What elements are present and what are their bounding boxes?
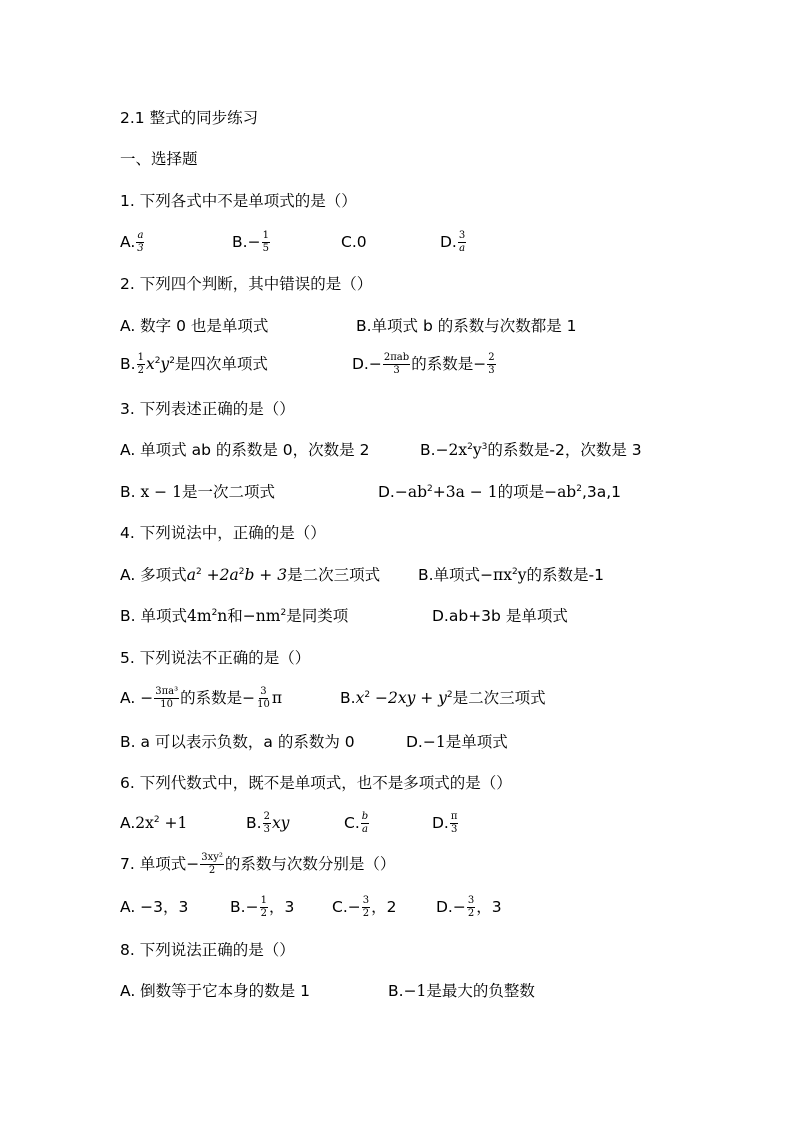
- q2-options-row1: [120, 314, 680, 338]
- q3-option-c: B. x − 1是一次二项式: [120, 483, 275, 501]
- q5-option-d: D.−1是单项式: [406, 733, 508, 751]
- doc-title: 2.1 整式的同步练习: [120, 109, 259, 127]
- q8-options: [120, 979, 680, 1003]
- q5-option-a: A. − $\frac{\text{3πa³}}{10}$ 的系数是− $\frac{3}{10}$ π: [120, 686, 283, 710]
- q4-options-row2: [120, 604, 680, 628]
- q7-option-d: D.− $\frac{3}{2}$ ，3: [436, 895, 502, 919]
- q5-stem: 5. 下列说法不正确的是（）: [120, 649, 311, 667]
- q3-option-d: $D.-ab^2+3a - 1$的项是$-ab^2,3a,1$: [378, 483, 622, 501]
- q4-option-b: B.单项式$-\pi x^2y$的系数是-1: [418, 566, 604, 584]
- q4-options-row1: [120, 563, 680, 587]
- q6-option-c: C. $\frac{b}{a}$: [344, 811, 369, 835]
- section-heading: 一、选择题: [120, 150, 198, 168]
- q1-options: [120, 230, 680, 260]
- q5-option-c: B. a 可以表示负数，a 的系数为 0: [120, 733, 355, 751]
- q8-option-a: A. 倒数等于它本身的数是 1: [120, 982, 310, 1000]
- q1-option-c: C.0: [341, 233, 367, 251]
- q6-option-d: D. $\frac{\pi}{3}$: [432, 811, 458, 835]
- q5-options-row1: [120, 686, 680, 716]
- q7-option-b: B.− $\frac{1}{2}$ ，3: [230, 895, 295, 919]
- q1-option-d: D. $\frac{3}{a}$: [440, 230, 466, 254]
- q5-options-row2: [120, 730, 680, 754]
- q1-option-a: A. $\frac{a}{3}$: [120, 230, 144, 254]
- q6-option-a: $A.2x^2 +1$: [120, 814, 188, 832]
- q7-stem: 7. 单项式− $\frac{\text{3xy²}}{2}$ 的系数与次数分别是（）: [120, 852, 396, 876]
- q6-options: [120, 811, 680, 841]
- q1-option-b: B.− $\frac{1}{5}$: [232, 230, 269, 254]
- q3-options-row2: [120, 480, 680, 504]
- q2-option-d: D.− $\frac{\text{2πab}}{3}$ 的系数是− $\frac{2}{3}$: [352, 352, 495, 376]
- q1-stem: 1. 下列各式中不是单项式的是（）: [120, 192, 357, 210]
- q3-option-a: A. 单项式 ab 的系数是 0，次数是 2: [120, 441, 370, 459]
- q3-options-row1: [120, 438, 680, 462]
- q7-options: [120, 895, 680, 925]
- q5-option-b: $B.x^2 -2xy + y^2$是二次三项式: [340, 689, 546, 707]
- q2-stem: 2. 下列四个判断，其中错误的是（）: [120, 275, 373, 293]
- q8-option-b: B.−1是最大的负整数: [388, 982, 535, 1000]
- q4-option-c: B. 单项式$4m^2n$和$-nm^2$是同类项: [120, 607, 349, 625]
- q6-option-b: B. $\frac{2}{3}$ xy: [246, 811, 290, 835]
- q3-stem: 3. 下列表述正确的是（）: [120, 400, 295, 418]
- q7-option-a: A. −3，3: [120, 898, 189, 916]
- q4-stem: 4. 下列说法中，正确的是（）: [120, 524, 326, 542]
- q3-option-b: $B.-2x^2y^3$的系数是-2，次数是 3: [420, 441, 642, 459]
- q4-option-d: D.ab+3b 是单项式: [432, 607, 568, 625]
- q7-option-c: C.− $\frac{3}{2}$ ，2: [332, 895, 397, 919]
- q4-option-a: A. 多项式$a^2 +2a^2b + 3$是二次三项式: [120, 566, 381, 584]
- q2-option-b: B.单项式 b 的系数与次数都是 1: [356, 317, 577, 335]
- q2-options-row2: [120, 352, 680, 382]
- q2-option-a: A. 数字 0 也是单项式: [120, 317, 269, 335]
- q8-stem: 8. 下列说法正确的是（）: [120, 941, 295, 959]
- q6-stem: 6. 下列代数式中，既不是单项式，也不是多项式的是（）: [120, 774, 512, 792]
- q2-option-c: B. $\frac{1}{2}$ $x^2y^2$是四次单项式: [120, 352, 268, 376]
